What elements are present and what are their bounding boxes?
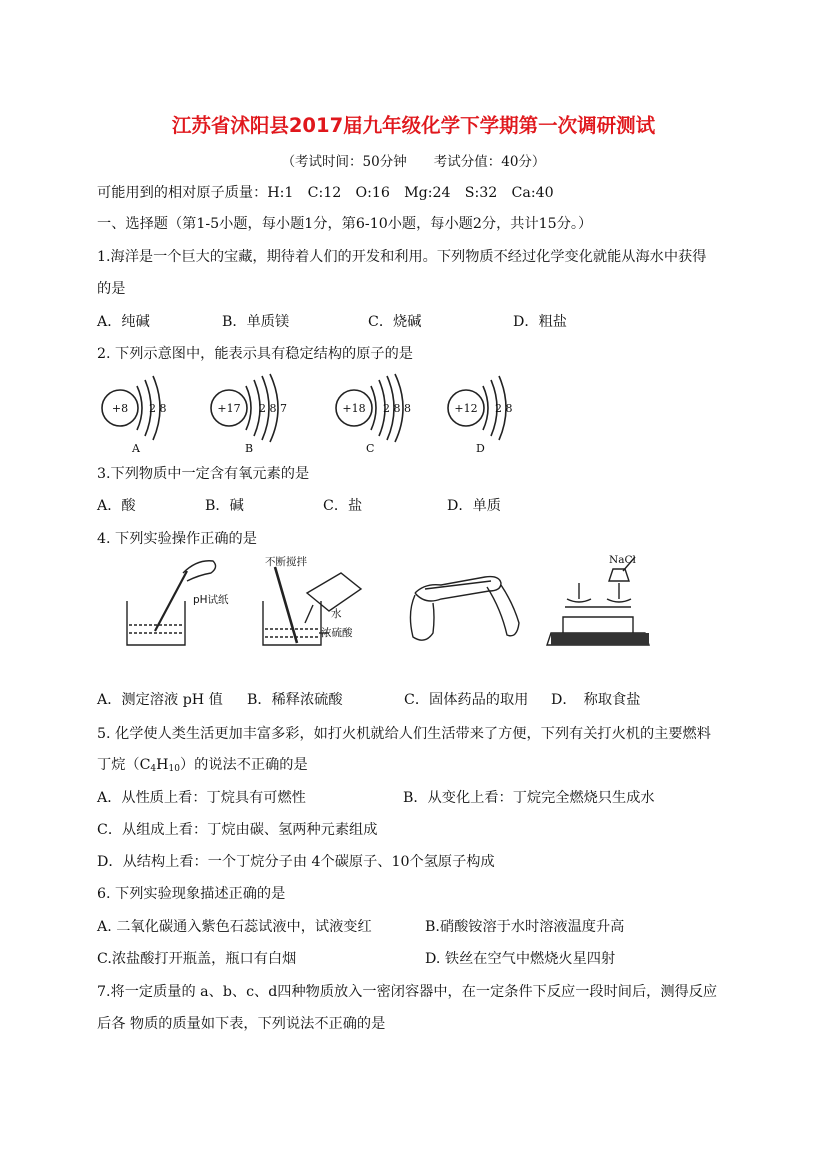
question-1-text: 1.海洋是一个巨大的宝藏，期待着人们的开发和利用。下列物质不经过化学变化就能从海水中获得 [97, 249, 707, 265]
atom-structure-diagrams [95, 372, 565, 460]
q6-option-a: A. 二氧化碳通入紫色石蕊试液中，试液变红 [97, 919, 372, 935]
q5-option-a: A．从性质上看：丁烷具有可燃性 [97, 790, 306, 806]
section-heading: 一、选择题（第1-5小题，每小题1分，第6-10小题，每小题2分，共计15分。） [97, 216, 593, 232]
q1-option-a: A．纯碱 [97, 314, 150, 330]
question-1-text-cont: 的是 [97, 281, 126, 297]
nacl-label: NaCl [609, 554, 636, 566]
stir-label: 不断搅拌 [265, 556, 307, 568]
acid-label: 浓硫酸 [321, 627, 353, 639]
q5-option-b: B．从变化上看：丁烷完全燃烧只生成水 [403, 790, 655, 806]
question-4-text: 4. 下列实验操作正确的是 [97, 531, 257, 547]
atom-d-nucleus: +12 [454, 402, 478, 415]
butane-pre: 丁烷（C [97, 757, 151, 773]
q6-option-c: C.浓盐酸打开瓶盖，瓶口有白烟 [97, 951, 297, 967]
water-label: 水 [331, 608, 342, 620]
q3-option-c: C．盐 [323, 498, 363, 514]
question-2-text: 2. 下列示意图中，能表示具有稳定结构的原子的是 [97, 346, 413, 362]
question-3-text: 3.下列物质中一定含有氧元素的是 [97, 466, 310, 482]
atom-c-nucleus: +18 [342, 402, 366, 415]
q5-option-c: C．从组成上看：丁烷由碳、氢两种元素组成 [97, 822, 378, 838]
q3-option-d: D．单质 [447, 498, 501, 514]
q4-option-a: A．测定溶液 pH 值 [97, 692, 223, 708]
question-6-text: 6. 下列实验现象描述正确的是 [97, 886, 286, 902]
butane-post: ）的说法不正确的是 [179, 757, 308, 773]
butane-sub-c: 4 [150, 764, 157, 774]
lab-operation-figures [115, 553, 685, 653]
butane-sub-h: 10 [168, 764, 180, 774]
q3-option-a: A．酸 [97, 498, 136, 514]
q6-option-d: D. 铁丝在空气中燃烧火星四射 [425, 951, 616, 967]
q4-option-b: B．稀释浓硫酸 [247, 692, 343, 708]
q5-option-d: D．从结构上看：一个丁烷分子由 4个碳原子、10个氢原子构成 [97, 854, 495, 870]
question-5-text-cont [97, 756, 308, 778]
atom-a-label: A [132, 442, 140, 455]
atom-a-nucleus: +8 [111, 402, 129, 415]
question-5-text: 5. 化学使人类生活更加丰富多彩，如打火机就给人们生活带来了方便，下列有关打火机的主要燃料 [97, 726, 711, 742]
question-7-text: 7.将一定质量的 a、b、c、d四种物质放入一密闭容器中，在一定条件下反应一段时间后，测得反应 [97, 984, 718, 1000]
atom-c-shells: 2 8 8 [383, 402, 411, 415]
q4-option-c: C．固体药品的取用 [404, 692, 529, 708]
atom-b-label: B [245, 442, 254, 455]
q1-option-b: B．单质镁 [222, 314, 290, 330]
exam-info: （考试时间：50分钟 考试分值：40分） [281, 154, 546, 170]
q3-option-b: B．碱 [205, 498, 244, 514]
atom-d-shells: 2 8 [495, 402, 513, 415]
atom-b-nucleus: +17 [217, 402, 241, 415]
butane-h: H [156, 757, 169, 773]
atom-c-label: C [366, 442, 375, 455]
ph-paper-label: pH试纸 [193, 594, 229, 606]
atom-d-label: D [476, 442, 485, 455]
atom-b-shells: 2 8 7 [259, 402, 287, 415]
q1-option-c: C．烧碱 [368, 314, 422, 330]
question-7-text-cont: 后各 物质的质量如下表，下列说法不正确的是 [97, 1016, 386, 1032]
atom-a-shells: 2 8 [149, 402, 167, 415]
page-title: 江苏省沭阳县2017届九年级化学下学期第一次调研测试 [171, 114, 656, 137]
atomic-masses: 可能用到的相对原子质量：H:1 C:12 O:16 Mg:24 S:32 Ca:40 [97, 185, 554, 201]
q4-option-d: D． 称取食盐 [551, 692, 641, 708]
q6-option-b: B.硝酸铵溶于水时溶液温度升高 [425, 919, 625, 935]
q1-option-d: D．粗盐 [513, 314, 567, 330]
